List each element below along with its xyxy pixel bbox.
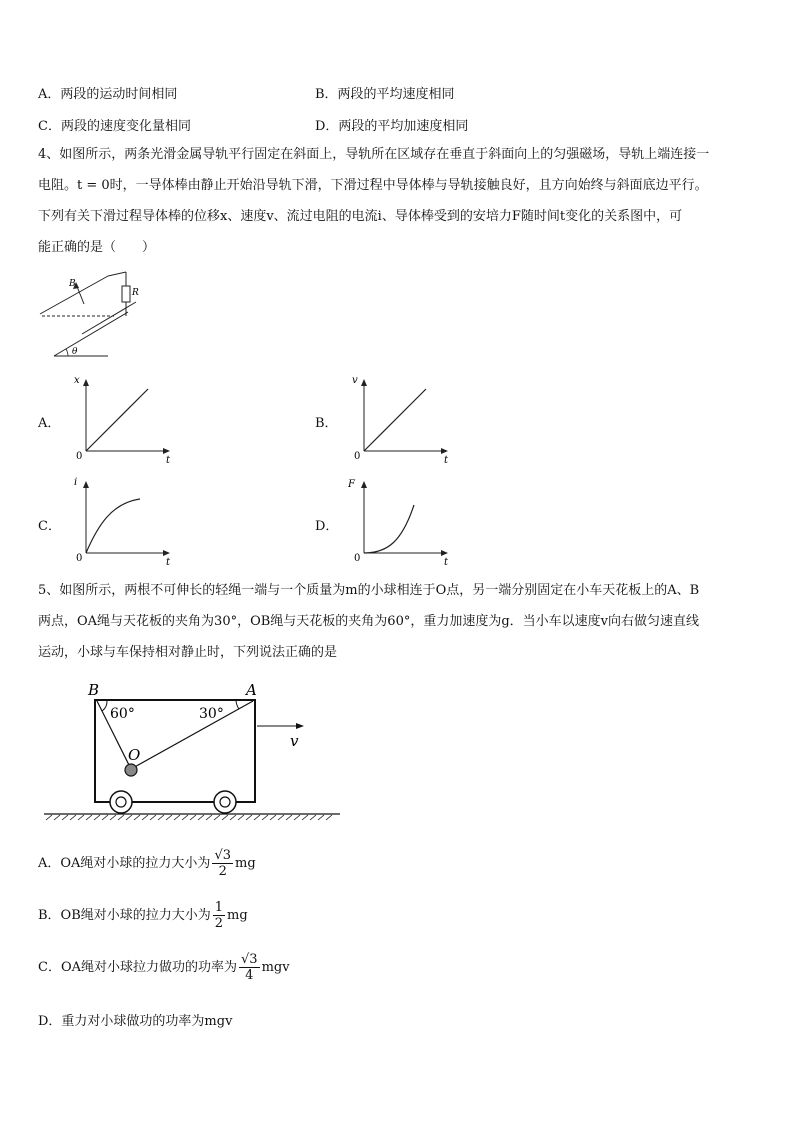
q5-option-d: D．重力对小球做功的功率为mgv (38, 1014, 233, 1029)
q5-text-line-2: 两点，OA绳与天花板的夹角为30°，OB绳与天花板的夹角为60°，重力加速度为g．当小车以速度v向右做匀速直线 (38, 614, 700, 629)
q4-option-b-label: B． (315, 416, 338, 431)
q4-text-line-4: 能正确的是（ ） (38, 240, 156, 255)
q4-text-line-1: 4、如图所示，两条光滑金属导轨平行固定在斜面上，导轨所在区域存在垂直于斜面向上的匀强磁场，导轨上端连接一 (38, 147, 710, 162)
q3-option-b: B．两段的平均速度相同 (315, 87, 455, 102)
graph-b-v-t (348, 373, 458, 465)
fraction-numerator: √3 (241, 952, 258, 967)
q5-option-b (38, 900, 248, 931)
q4-option-c-label: C． (38, 519, 61, 534)
q3-option-d: D．两段的平均加速度相同 (315, 119, 469, 134)
fraction-1-over-2 (213, 900, 225, 931)
q5-text-line-1: 5、如图所示，两根不可伸长的轻绳一端与一个质量为m的小球相连于O点，另一端分别固定在小车天花板上的A、B (38, 583, 700, 598)
q3-option-a: A．两段的运动时间相同 (38, 87, 178, 102)
q5-option-b-text: B．OB绳对小球的拉力大小为 (38, 908, 211, 923)
q3-option-c: C．两段的速度变化量相同 (38, 119, 191, 134)
graph-d-f-t (348, 475, 458, 567)
q4-text-line-3: 下列有关下滑过程导体棒的位移x、速度v、流过电阻的电流i、导体棒受到的安培力F随时间t变化的关系图中，可 (38, 209, 683, 224)
q5-option-a (38, 848, 256, 879)
graph-c-i-t (70, 475, 180, 567)
resistor-r-label: R (132, 288, 139, 298)
graph-c-origin: 0 (76, 553, 83, 564)
q5-option-a-text: A．OA绳对小球的拉力大小为 (38, 856, 211, 871)
graph-a-x-label: t (166, 455, 171, 465)
angle-60-label: 60° (110, 706, 135, 722)
q5-text-line-3: 运动，小球与车保持相对静止时，下列说法正确的是 (38, 645, 338, 660)
angle-30-label: 30° (199, 706, 224, 722)
point-o-label: O (128, 746, 141, 764)
q4-text-line-2: 电阻。t = 0时，一导体棒由静止开始沿导轨下滑，下滑过程中导体棒与导轨接触良好，且方向始终与斜面底边平行。 (38, 178, 708, 193)
fraction-numerator: 1 (214, 900, 224, 915)
q4-option-d-label: D． (315, 519, 339, 534)
incline-figure (36, 268, 156, 363)
q5-option-b-unit: mg (227, 908, 248, 923)
fraction-denominator: 4 (245, 968, 254, 983)
q5-option-c (38, 952, 290, 983)
q4-option-a-label: A． (38, 416, 61, 431)
graph-d-origin: 0 (354, 553, 361, 564)
graph-b-y-label: v (352, 375, 358, 386)
field-b-label: B (69, 279, 76, 289)
graph-b-x-label: t (444, 455, 449, 465)
graph-d-y-label: F (348, 479, 355, 490)
graph-c-x-label: t (166, 557, 171, 567)
q5-option-a-unit: mg (235, 856, 256, 871)
fraction-sqrt3-over-4 (239, 952, 260, 983)
cart-figure (40, 678, 340, 826)
fraction-denominator: 2 (218, 864, 227, 879)
graph-b-origin: 0 (354, 451, 361, 462)
graph-c-y-label: i (74, 477, 78, 488)
graph-d-x-label: t (444, 557, 449, 567)
q5-option-c-unit: mgv (261, 960, 290, 975)
fraction-denominator: 2 (214, 916, 224, 931)
q5-option-c-text: C．OA绳对小球拉力做功的功率为 (38, 960, 237, 975)
velocity-v-label: v (290, 732, 299, 750)
graph-a-x-t (70, 373, 180, 465)
point-b-label: B (88, 681, 100, 699)
theta-label: θ (72, 347, 78, 357)
graph-a-y-label: x (74, 375, 80, 386)
point-a-label: A (246, 681, 257, 699)
fraction-numerator: √3 (214, 848, 231, 863)
graph-a-origin: 0 (76, 451, 83, 462)
fraction-sqrt3-over-2 (212, 848, 233, 879)
